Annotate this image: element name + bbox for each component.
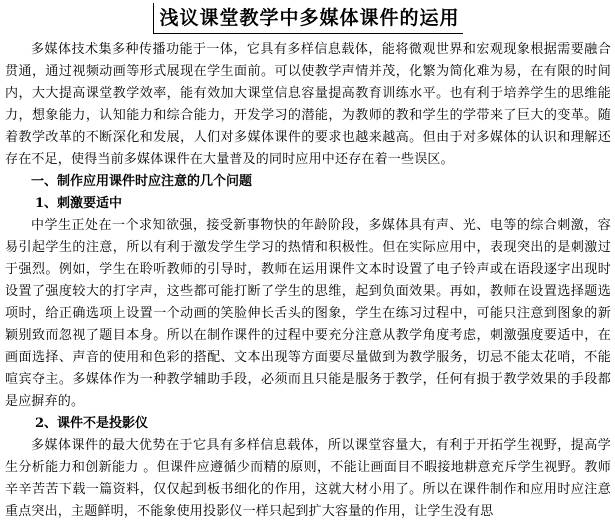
subsection-paragraph-1: 中学生正处在一个求知欲强，接受新事物快的年龄阶段，多媒体具有声、光、电等的综合刺激，容易引起学生的注意，所以有利于激发学生学习的热情和积极性。但在实际应用中，表现突出的是刺激过于强烈。例如，学生在聆听教师的引导时，教师在运用课件文本时设置了电子铃声或在语段逐字出现时设置了强度较大的打字声，这些都可能打断了学生的思维，起到负面效果。再如，教师在设置选择题选项时，给正确选项上设置一个动画的笑脸伸长舌头的图象，学生在练习过程中，可能只注意到图象的新颖别致而忽视了题目本身。所以在制作课件的过程中要充分注意从教学角度考虑，刺激强度要适中，在画面选择、声音的使用和色彩的搭配、文本出现等方面要尽量做到为教学服务，切忌不能太花哨，不能喧宾夺主。多媒体作为一种教学辅助手段，必须而且只能是服务于教学，任何有损于教学效果的手段都是应摒弃的。 <box>5 218 611 409</box>
title-area <box>5 3 611 37</box>
page-title: 浅议课堂教学中多媒体课件的运用 <box>153 3 462 34</box>
subsection-heading-1: 1、刺激要适中 <box>35 196 123 211</box>
subsection-heading-2: 2、课件不是投影仪 <box>35 416 149 431</box>
intro-paragraph: 多媒体技术集多种传播功能于一体，它具有多样信息载体，能将微观世界和宏观现象根据需要融合贯通，通过视频动画等形式展现在学生面前。可以使教学声情并茂，化繁为简化难为易，在有限的时间内，大大提高课堂教学效率，能有效加大课堂信息容量提高教育训练水平。也有利于培养学生的思维能力，想象能力，认知能力和综合能力，开发学习的潜能，为教师的教和学生的学带来了巨大的变革。随着教学改革的不断深化和发展，人们对多媒体课件的要求也越来越高。但由于对多媒体的认识和理解还存在不足，使得当前多媒体课件在大量普及的同时应用中还存在着一些误区。 <box>5 42 611 167</box>
section-heading: 一、制作应用课件时应注意的几个问题 <box>31 174 253 189</box>
subsection-paragraph-2: 多媒体课件的最大优势在于它具有多样信息载体，所以课堂容量大，有利于开拓学生视野，提高学生分析能力和创新能力 。但课件应遵循少而精的原则，不能让画面目不暇接地耕意充斥学生视野。教师辛辛苦苦下载一篇资料，仅仅起到板书细化的作用，这就大材小用了。所以在课件制作和应用时应注意重点突出，主题鲜明，不能象使用投影仪一样只起到扩大容量的作用，让学生没有思 <box>5 438 611 519</box>
